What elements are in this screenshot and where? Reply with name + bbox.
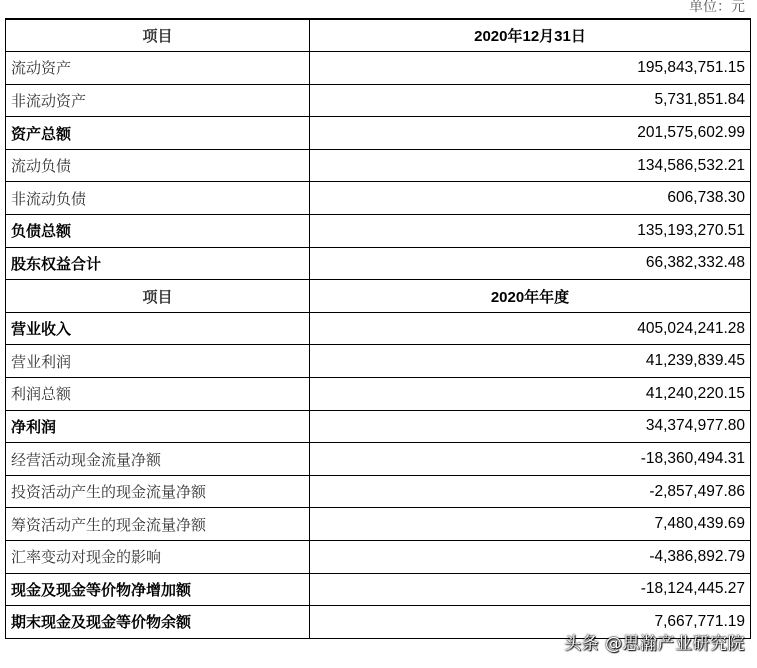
row-value: -18,124,445.27 — [310, 573, 751, 606]
column-header-item: 项目 — [6, 280, 310, 313]
row-value: 5,731,851.84 — [310, 84, 751, 117]
row-value: 41,240,220.15 — [310, 378, 751, 411]
row-label: 经营活动现金流量净额 — [6, 443, 310, 476]
row-value: 34,374,977.80 — [310, 410, 751, 443]
row-label: 筹资活动产生的现金流量净额 — [6, 508, 310, 541]
row-value: 134,586,532.21 — [310, 149, 751, 182]
row-value: 606,738.30 — [310, 182, 751, 215]
table-row — [6, 443, 751, 476]
row-label: 营业利润 — [6, 345, 310, 378]
row-label: 流动负债 — [6, 149, 310, 182]
row-value: 7,667,771.19 — [310, 606, 751, 639]
financial-table-body — [6, 19, 751, 638]
row-label: 负债总额 — [6, 215, 310, 248]
row-label: 净利润 — [6, 410, 310, 443]
table-row — [6, 475, 751, 508]
column-header-period: 2020年12月31日 — [310, 19, 751, 52]
table-row — [6, 52, 751, 85]
column-header-item: 项目 — [6, 19, 310, 52]
row-value: -4,386,892.79 — [310, 541, 751, 574]
watermark: 头条 @思瀚产业研究院 — [564, 634, 745, 654]
row-label: 股东权益合计 — [6, 247, 310, 280]
table-row — [6, 149, 751, 182]
table-row — [6, 541, 751, 574]
unit-label: 单位：元 — [689, 0, 745, 15]
table-row — [6, 378, 751, 411]
row-label: 期末现金及现金等价物余额 — [6, 606, 310, 639]
row-value: 66,382,332.48 — [310, 247, 751, 280]
table-row — [6, 117, 751, 150]
table-row — [6, 182, 751, 215]
row-label: 现金及现金等价物净增加额 — [6, 573, 310, 606]
row-value: -2,857,497.86 — [310, 475, 751, 508]
row-label: 营业收入 — [6, 312, 310, 345]
row-value: 135,193,270.51 — [310, 215, 751, 248]
row-value: 195,843,751.15 — [310, 52, 751, 85]
section-header-row — [6, 280, 751, 313]
table-row — [6, 410, 751, 443]
row-label: 非流动资产 — [6, 84, 310, 117]
section-header-row — [6, 19, 751, 52]
row-value: 201,575,602.99 — [310, 117, 751, 150]
row-label: 利润总额 — [6, 378, 310, 411]
row-label: 资产总额 — [6, 117, 310, 150]
table-row — [6, 312, 751, 345]
table-row — [6, 247, 751, 280]
column-header-period: 2020年年度 — [310, 280, 751, 313]
row-value: 41,239,839.45 — [310, 345, 751, 378]
row-label: 流动资产 — [6, 52, 310, 85]
row-value: 405,024,241.28 — [310, 312, 751, 345]
table-row — [6, 345, 751, 378]
row-value: 7,480,439.69 — [310, 508, 751, 541]
table-row — [6, 215, 751, 248]
table-row — [6, 84, 751, 117]
row-label: 非流动负债 — [6, 182, 310, 215]
row-value: -18,360,494.31 — [310, 443, 751, 476]
financial-table — [5, 18, 751, 639]
table-row — [6, 573, 751, 606]
row-label: 投资活动产生的现金流量净额 — [6, 475, 310, 508]
row-label: 汇率变动对现金的影响 — [6, 541, 310, 574]
table-row — [6, 508, 751, 541]
